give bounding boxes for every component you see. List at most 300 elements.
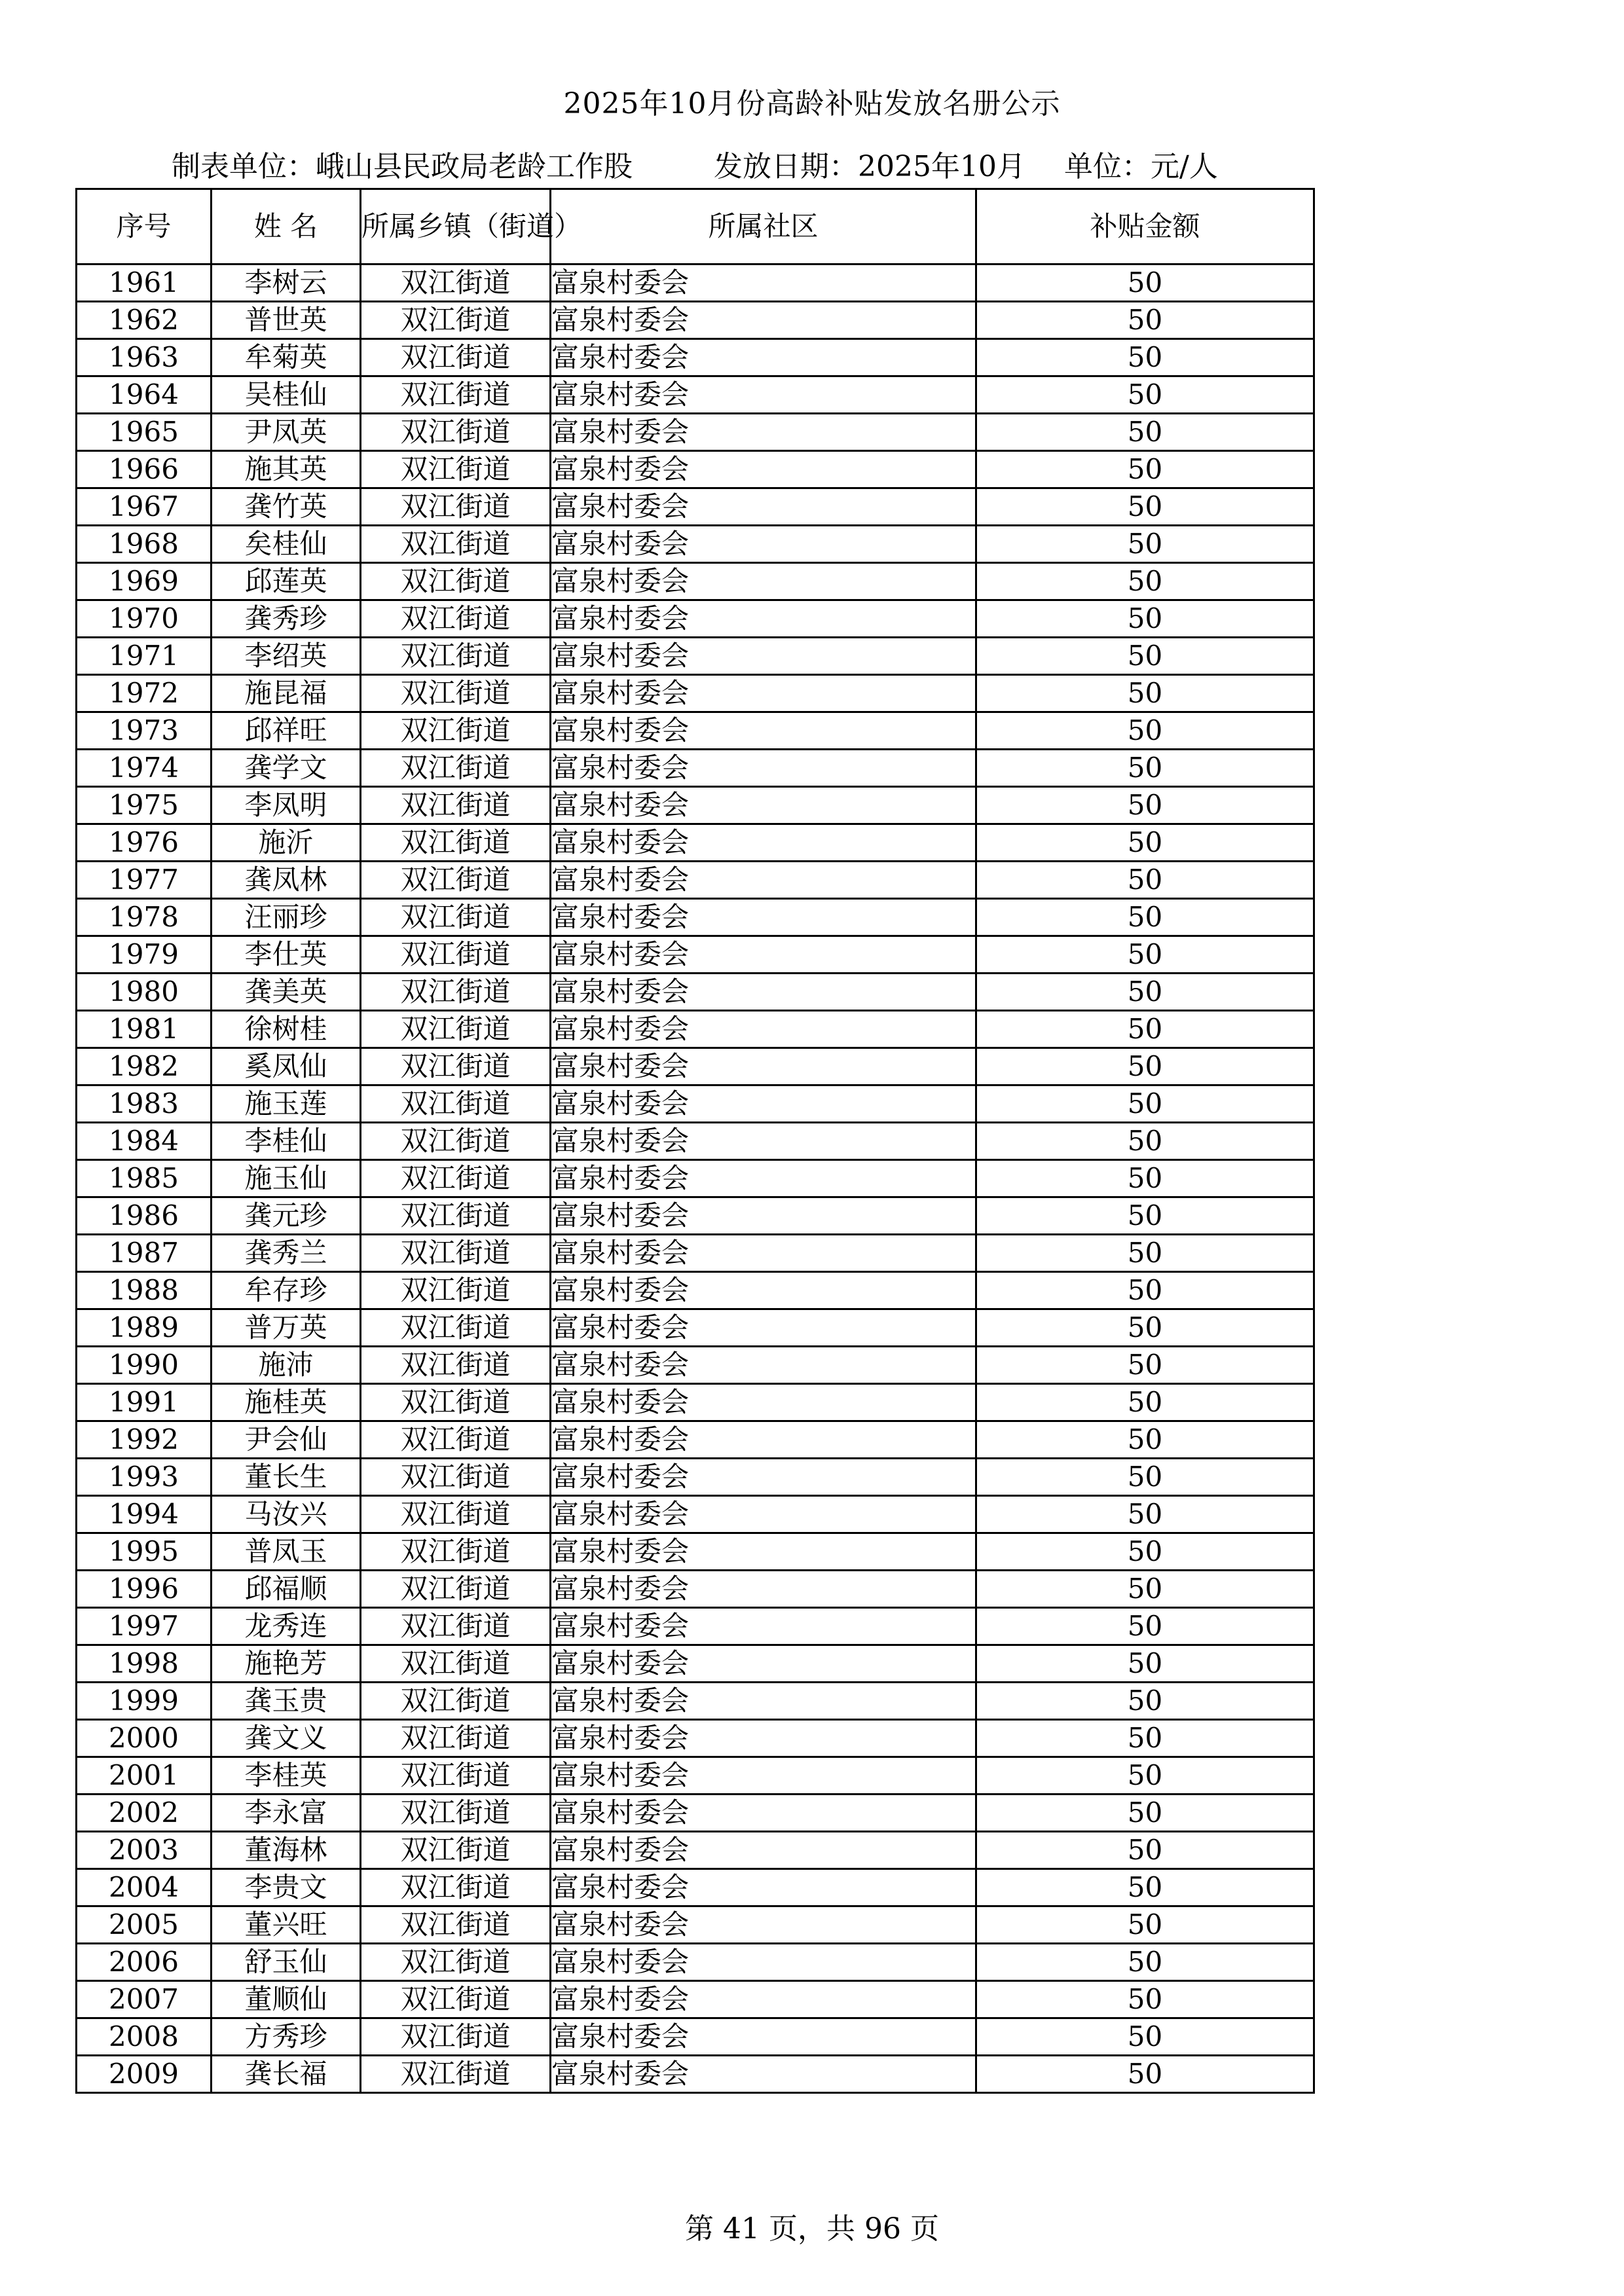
cell-serial: 1991 bbox=[77, 1384, 212, 1421]
cell-township: 双江街道 bbox=[361, 414, 551, 451]
cell-township: 双江街道 bbox=[361, 1347, 551, 1384]
cell-amount: 50 bbox=[976, 824, 1314, 862]
cell-name: 邱祥旺 bbox=[212, 712, 361, 750]
cell-amount: 50 bbox=[976, 1832, 1314, 1869]
table-row bbox=[77, 1869, 1314, 1906]
cell-community: 富泉村委会 bbox=[551, 1085, 976, 1123]
cell-amount: 50 bbox=[976, 1720, 1314, 1757]
cell-name: 龙秀连 bbox=[212, 1608, 361, 1645]
cell-amount: 50 bbox=[976, 1608, 1314, 1645]
table-row bbox=[77, 1197, 1314, 1235]
cell-name: 普世英 bbox=[212, 302, 361, 339]
table-row bbox=[77, 1795, 1314, 1832]
cell-amount: 50 bbox=[976, 1571, 1314, 1608]
table-row bbox=[77, 1347, 1314, 1384]
cell-name: 董长生 bbox=[212, 1459, 361, 1496]
table-row bbox=[77, 1683, 1314, 1720]
cell-serial: 1967 bbox=[77, 488, 212, 526]
table-row bbox=[77, 1645, 1314, 1683]
cell-township: 双江街道 bbox=[361, 488, 551, 526]
cell-amount: 50 bbox=[976, 1683, 1314, 1720]
cell-name: 李绍英 bbox=[212, 638, 361, 675]
table-row bbox=[77, 376, 1314, 414]
cell-name: 矣桂仙 bbox=[212, 526, 361, 563]
cell-name: 普凤玉 bbox=[212, 1533, 361, 1571]
page-title: 2025年10月份高龄补贴发放名册公示 bbox=[563, 87, 1061, 120]
cell-community: 富泉村委会 bbox=[551, 339, 976, 376]
cell-township: 双江街道 bbox=[361, 1309, 551, 1347]
cell-serial: 1997 bbox=[77, 1608, 212, 1645]
cell-amount: 50 bbox=[976, 339, 1314, 376]
cell-township: 双江街道 bbox=[361, 302, 551, 339]
cell-serial: 1982 bbox=[77, 1048, 212, 1085]
cell-amount: 50 bbox=[976, 1160, 1314, 1197]
cell-name: 牟存珍 bbox=[212, 1272, 361, 1309]
cell-township: 双江街道 bbox=[361, 2018, 551, 2056]
cell-serial: 1988 bbox=[77, 1272, 212, 1309]
cell-name: 董海林 bbox=[212, 1832, 361, 1869]
table-row bbox=[77, 563, 1314, 600]
cell-township: 双江街道 bbox=[361, 1757, 551, 1795]
cell-serial: 1975 bbox=[77, 787, 212, 824]
cell-name: 施艳芳 bbox=[212, 1645, 361, 1683]
cell-amount: 50 bbox=[976, 1011, 1314, 1048]
table-row bbox=[77, 451, 1314, 488]
cell-community: 富泉村委会 bbox=[551, 1869, 976, 1906]
cell-amount: 50 bbox=[976, 563, 1314, 600]
cell-serial: 1962 bbox=[77, 302, 212, 339]
table-row bbox=[77, 1048, 1314, 1085]
cell-community: 富泉村委会 bbox=[551, 1309, 976, 1347]
cell-serial: 1998 bbox=[77, 1645, 212, 1683]
cell-township: 双江街道 bbox=[361, 936, 551, 974]
cell-serial: 1963 bbox=[77, 339, 212, 376]
currency-unit: 单位：元/人 bbox=[1064, 150, 1218, 183]
cell-community: 富泉村委会 bbox=[551, 1421, 976, 1459]
cell-amount: 50 bbox=[976, 414, 1314, 451]
cell-amount: 50 bbox=[976, 1906, 1314, 1944]
cell-community: 富泉村委会 bbox=[551, 824, 976, 862]
cell-name: 施桂英 bbox=[212, 1384, 361, 1421]
cell-community: 富泉村委会 bbox=[551, 638, 976, 675]
table-row bbox=[77, 1123, 1314, 1160]
cell-amount: 50 bbox=[976, 1048, 1314, 1085]
header-township: 所属乡镇（街道） bbox=[361, 189, 551, 264]
cell-amount: 50 bbox=[976, 1235, 1314, 1272]
table-row bbox=[77, 1085, 1314, 1123]
cell-serial: 1968 bbox=[77, 526, 212, 563]
issuing-unit: 制表单位：峨山县民政局老龄工作股 bbox=[172, 150, 633, 183]
cell-name: 施沂 bbox=[212, 824, 361, 862]
cell-township: 双江街道 bbox=[361, 1235, 551, 1272]
cell-name: 龚元珍 bbox=[212, 1197, 361, 1235]
cell-community: 富泉村委会 bbox=[551, 1533, 976, 1571]
cell-serial: 1985 bbox=[77, 1160, 212, 1197]
cell-serial: 1976 bbox=[77, 824, 212, 862]
cell-township: 双江街道 bbox=[361, 1981, 551, 2018]
cell-name: 普万英 bbox=[212, 1309, 361, 1347]
cell-township: 双江街道 bbox=[361, 638, 551, 675]
cell-serial: 1969 bbox=[77, 563, 212, 600]
cell-serial: 2009 bbox=[77, 2056, 212, 2093]
cell-township: 双江街道 bbox=[361, 712, 551, 750]
cell-township: 双江街道 bbox=[361, 1160, 551, 1197]
table-row bbox=[77, 414, 1314, 451]
cell-amount: 50 bbox=[976, 1085, 1314, 1123]
cell-amount: 50 bbox=[976, 1869, 1314, 1906]
cell-township: 双江街道 bbox=[361, 1720, 551, 1757]
cell-name: 李贵文 bbox=[212, 1869, 361, 1906]
cell-serial: 1996 bbox=[77, 1571, 212, 1608]
cell-amount: 50 bbox=[976, 638, 1314, 675]
cell-serial: 1972 bbox=[77, 675, 212, 712]
cell-amount: 50 bbox=[976, 675, 1314, 712]
cell-amount: 50 bbox=[976, 2056, 1314, 2093]
cell-township: 双江街道 bbox=[361, 339, 551, 376]
cell-community: 富泉村委会 bbox=[551, 862, 976, 899]
cell-community: 富泉村委会 bbox=[551, 899, 976, 936]
cell-amount: 50 bbox=[976, 1309, 1314, 1347]
cell-township: 双江街道 bbox=[361, 1944, 551, 1981]
cell-name: 李永富 bbox=[212, 1795, 361, 1832]
cell-serial: 1971 bbox=[77, 638, 212, 675]
cell-community: 富泉村委会 bbox=[551, 488, 976, 526]
table-row bbox=[77, 526, 1314, 563]
cell-name: 李桂英 bbox=[212, 1757, 361, 1795]
cell-name: 龚学文 bbox=[212, 750, 361, 787]
cell-name: 方秀珍 bbox=[212, 2018, 361, 2056]
table-row bbox=[77, 1608, 1314, 1645]
cell-amount: 50 bbox=[976, 1459, 1314, 1496]
cell-township: 双江街道 bbox=[361, 974, 551, 1011]
issue-date: 发放日期：2025年10月 bbox=[714, 150, 1025, 183]
cell-amount: 50 bbox=[976, 1123, 1314, 1160]
cell-name: 尹凤英 bbox=[212, 414, 361, 451]
cell-community: 富泉村委会 bbox=[551, 1906, 976, 1944]
cell-amount: 50 bbox=[976, 1944, 1314, 1981]
cell-name: 龚竹英 bbox=[212, 488, 361, 526]
cell-amount: 50 bbox=[976, 376, 1314, 414]
cell-amount: 50 bbox=[976, 936, 1314, 974]
cell-township: 双江街道 bbox=[361, 264, 551, 302]
table-row bbox=[77, 1832, 1314, 1869]
table-row bbox=[77, 1459, 1314, 1496]
cell-name: 邱莲英 bbox=[212, 563, 361, 600]
cell-community: 富泉村委会 bbox=[551, 1571, 976, 1608]
cell-township: 双江街道 bbox=[361, 1197, 551, 1235]
header-amount: 补贴金额 bbox=[976, 189, 1314, 264]
cell-serial: 2004 bbox=[77, 1869, 212, 1906]
cell-amount: 50 bbox=[976, 1347, 1314, 1384]
cell-name: 龚凤林 bbox=[212, 862, 361, 899]
cell-name: 董顺仙 bbox=[212, 1981, 361, 2018]
cell-township: 双江街道 bbox=[361, 1571, 551, 1608]
cell-name: 施昆福 bbox=[212, 675, 361, 712]
table-row bbox=[77, 750, 1314, 787]
cell-township: 双江街道 bbox=[361, 526, 551, 563]
cell-amount: 50 bbox=[976, 302, 1314, 339]
cell-community: 富泉村委会 bbox=[551, 1795, 976, 1832]
cell-serial: 1992 bbox=[77, 1421, 212, 1459]
cell-township: 双江街道 bbox=[361, 1608, 551, 1645]
cell-community: 富泉村委会 bbox=[551, 1011, 976, 1048]
cell-name: 施玉莲 bbox=[212, 1085, 361, 1123]
cell-township: 双江街道 bbox=[361, 1272, 551, 1309]
table-row bbox=[77, 1496, 1314, 1533]
cell-serial: 2006 bbox=[77, 1944, 212, 1981]
cell-name: 牟菊英 bbox=[212, 339, 361, 376]
table-row bbox=[77, 787, 1314, 824]
table-row bbox=[77, 1981, 1314, 2018]
cell-name: 邱福顺 bbox=[212, 1571, 361, 1608]
table-row bbox=[77, 1906, 1314, 1944]
cell-serial: 2000 bbox=[77, 1720, 212, 1757]
cell-community: 富泉村委会 bbox=[551, 936, 976, 974]
cell-serial: 2002 bbox=[77, 1795, 212, 1832]
cell-amount: 50 bbox=[976, 974, 1314, 1011]
cell-serial: 1990 bbox=[77, 1347, 212, 1384]
cell-community: 富泉村委会 bbox=[551, 1272, 976, 1309]
cell-serial: 1984 bbox=[77, 1123, 212, 1160]
cell-township: 双江街道 bbox=[361, 1496, 551, 1533]
cell-name: 龚文义 bbox=[212, 1720, 361, 1757]
cell-amount: 50 bbox=[976, 264, 1314, 302]
cell-name: 吴桂仙 bbox=[212, 376, 361, 414]
cell-township: 双江街道 bbox=[361, 824, 551, 862]
cell-amount: 50 bbox=[976, 1981, 1314, 2018]
cell-township: 双江街道 bbox=[361, 1645, 551, 1683]
cell-amount: 50 bbox=[976, 899, 1314, 936]
cell-community: 富泉村委会 bbox=[551, 787, 976, 824]
cell-serial: 1993 bbox=[77, 1459, 212, 1496]
cell-township: 双江街道 bbox=[361, 899, 551, 936]
cell-serial: 1966 bbox=[77, 451, 212, 488]
table-row bbox=[77, 712, 1314, 750]
cell-township: 双江街道 bbox=[361, 750, 551, 787]
cell-township: 双江街道 bbox=[361, 1869, 551, 1906]
cell-community: 富泉村委会 bbox=[551, 1459, 976, 1496]
cell-community: 富泉村委会 bbox=[551, 1757, 976, 1795]
cell-community: 富泉村委会 bbox=[551, 600, 976, 638]
cell-name: 马汝兴 bbox=[212, 1496, 361, 1533]
cell-community: 富泉村委会 bbox=[551, 1048, 976, 1085]
cell-township: 双江街道 bbox=[361, 1832, 551, 1869]
cell-township: 双江街道 bbox=[361, 1683, 551, 1720]
cell-community: 富泉村委会 bbox=[551, 1496, 976, 1533]
table-row bbox=[77, 1384, 1314, 1421]
cell-amount: 50 bbox=[976, 1197, 1314, 1235]
cell-township: 双江街道 bbox=[361, 600, 551, 638]
cell-community: 富泉村委会 bbox=[551, 712, 976, 750]
cell-serial: 1999 bbox=[77, 1683, 212, 1720]
cell-name: 龚美英 bbox=[212, 974, 361, 1011]
cell-community: 富泉村委会 bbox=[551, 1197, 976, 1235]
cell-name: 汪丽珍 bbox=[212, 899, 361, 936]
cell-community: 富泉村委会 bbox=[551, 1981, 976, 2018]
table-row bbox=[77, 638, 1314, 675]
cell-serial: 2001 bbox=[77, 1757, 212, 1795]
table-row bbox=[77, 264, 1314, 302]
table-row bbox=[77, 1944, 1314, 1981]
cell-name: 施沛 bbox=[212, 1347, 361, 1384]
cell-community: 富泉村委会 bbox=[551, 2018, 976, 2056]
table-row bbox=[77, 339, 1314, 376]
cell-community: 富泉村委会 bbox=[551, 1347, 976, 1384]
cell-serial: 1973 bbox=[77, 712, 212, 750]
cell-amount: 50 bbox=[976, 526, 1314, 563]
cell-community: 富泉村委会 bbox=[551, 1160, 976, 1197]
cell-amount: 50 bbox=[976, 787, 1314, 824]
cell-serial: 1987 bbox=[77, 1235, 212, 1272]
cell-amount: 50 bbox=[976, 712, 1314, 750]
cell-township: 双江街道 bbox=[361, 1795, 551, 1832]
cell-amount: 50 bbox=[976, 750, 1314, 787]
cell-serial: 1974 bbox=[77, 750, 212, 787]
cell-township: 双江街道 bbox=[361, 862, 551, 899]
cell-amount: 50 bbox=[976, 1795, 1314, 1832]
cell-name: 奚凤仙 bbox=[212, 1048, 361, 1085]
cell-serial: 2007 bbox=[77, 1981, 212, 2018]
cell-amount: 50 bbox=[976, 1533, 1314, 1571]
cell-township: 双江街道 bbox=[361, 1384, 551, 1421]
page-footer: 第 41 页，共 96 页 bbox=[685, 2212, 939, 2246]
cell-community: 富泉村委会 bbox=[551, 675, 976, 712]
cell-name: 李凤明 bbox=[212, 787, 361, 824]
cell-amount: 50 bbox=[976, 1421, 1314, 1459]
cell-amount: 50 bbox=[976, 862, 1314, 899]
cell-serial: 1964 bbox=[77, 376, 212, 414]
cell-serial: 1989 bbox=[77, 1309, 212, 1347]
table-row bbox=[77, 1720, 1314, 1757]
table-row bbox=[77, 974, 1314, 1011]
table-row bbox=[77, 302, 1314, 339]
header-community: 所属社区 bbox=[551, 189, 976, 264]
table-row bbox=[77, 1235, 1314, 1272]
cell-serial: 2005 bbox=[77, 1906, 212, 1944]
cell-serial: 1977 bbox=[77, 862, 212, 899]
cell-community: 富泉村委会 bbox=[551, 1235, 976, 1272]
table-row bbox=[77, 488, 1314, 526]
cell-community: 富泉村委会 bbox=[551, 264, 976, 302]
cell-amount: 50 bbox=[976, 451, 1314, 488]
cell-serial: 2003 bbox=[77, 1832, 212, 1869]
cell-amount: 50 bbox=[976, 488, 1314, 526]
cell-township: 双江街道 bbox=[361, 1123, 551, 1160]
cell-community: 富泉村委会 bbox=[551, 1384, 976, 1421]
table-header-row bbox=[77, 189, 1314, 264]
table-row bbox=[77, 936, 1314, 974]
cell-township: 双江街道 bbox=[361, 2056, 551, 2093]
cell-serial: 1965 bbox=[77, 414, 212, 451]
cell-serial: 1980 bbox=[77, 974, 212, 1011]
cell-community: 富泉村委会 bbox=[551, 1608, 976, 1645]
cell-name: 尹会仙 bbox=[212, 1421, 361, 1459]
cell-serial: 1961 bbox=[77, 264, 212, 302]
cell-name: 李树云 bbox=[212, 264, 361, 302]
cell-community: 富泉村委会 bbox=[551, 451, 976, 488]
table-row bbox=[77, 1272, 1314, 1309]
cell-name: 施其英 bbox=[212, 451, 361, 488]
cell-name: 龚秀兰 bbox=[212, 1235, 361, 1272]
cell-community: 富泉村委会 bbox=[551, 1123, 976, 1160]
table-row bbox=[77, 675, 1314, 712]
cell-township: 双江街道 bbox=[361, 1011, 551, 1048]
cell-amount: 50 bbox=[976, 1272, 1314, 1309]
cell-name: 董兴旺 bbox=[212, 1906, 361, 1944]
cell-community: 富泉村委会 bbox=[551, 2056, 976, 2093]
cell-amount: 50 bbox=[976, 1496, 1314, 1533]
table-row bbox=[77, 600, 1314, 638]
cell-township: 双江街道 bbox=[361, 675, 551, 712]
table-row bbox=[77, 1757, 1314, 1795]
cell-serial: 1970 bbox=[77, 600, 212, 638]
cell-name: 舒玉仙 bbox=[212, 1944, 361, 1981]
cell-township: 双江街道 bbox=[361, 787, 551, 824]
cell-community: 富泉村委会 bbox=[551, 750, 976, 787]
cell-township: 双江街道 bbox=[361, 1048, 551, 1085]
cell-serial: 1995 bbox=[77, 1533, 212, 1571]
cell-amount: 50 bbox=[976, 1757, 1314, 1795]
cell-community: 富泉村委会 bbox=[551, 563, 976, 600]
table-row bbox=[77, 1421, 1314, 1459]
cell-name: 龚长福 bbox=[212, 2056, 361, 2093]
subsidy-roster-table bbox=[75, 188, 1315, 2094]
table-row bbox=[77, 1533, 1314, 1571]
cell-amount: 50 bbox=[976, 600, 1314, 638]
cell-community: 富泉村委会 bbox=[551, 1645, 976, 1683]
table-row bbox=[77, 2056, 1314, 2093]
cell-township: 双江街道 bbox=[361, 376, 551, 414]
cell-name: 徐树桂 bbox=[212, 1011, 361, 1048]
table-row bbox=[77, 1571, 1314, 1608]
cell-community: 富泉村委会 bbox=[551, 376, 976, 414]
table-row bbox=[77, 1011, 1314, 1048]
cell-serial: 1994 bbox=[77, 1496, 212, 1533]
cell-township: 双江街道 bbox=[361, 1421, 551, 1459]
cell-name: 龚玉贵 bbox=[212, 1683, 361, 1720]
cell-community: 富泉村委会 bbox=[551, 974, 976, 1011]
table-row bbox=[77, 1309, 1314, 1347]
table-row bbox=[77, 1160, 1314, 1197]
header-name: 姓 名 bbox=[212, 189, 361, 264]
cell-community: 富泉村委会 bbox=[551, 1944, 976, 1981]
cell-amount: 50 bbox=[976, 1645, 1314, 1683]
cell-amount: 50 bbox=[976, 2018, 1314, 2056]
cell-community: 富泉村委会 bbox=[551, 302, 976, 339]
cell-township: 双江街道 bbox=[361, 563, 551, 600]
cell-serial: 1983 bbox=[77, 1085, 212, 1123]
cell-serial: 2008 bbox=[77, 2018, 212, 2056]
cell-township: 双江街道 bbox=[361, 451, 551, 488]
table-body bbox=[77, 264, 1314, 2093]
cell-amount: 50 bbox=[976, 1384, 1314, 1421]
cell-name: 施玉仙 bbox=[212, 1160, 361, 1197]
cell-township: 双江街道 bbox=[361, 1906, 551, 1944]
cell-serial: 1978 bbox=[77, 899, 212, 936]
cell-name: 李桂仙 bbox=[212, 1123, 361, 1160]
cell-serial: 1986 bbox=[77, 1197, 212, 1235]
cell-serial: 1981 bbox=[77, 1011, 212, 1048]
cell-community: 富泉村委会 bbox=[551, 1832, 976, 1869]
cell-township: 双江街道 bbox=[361, 1533, 551, 1571]
cell-township: 双江街道 bbox=[361, 1085, 551, 1123]
table-row bbox=[77, 824, 1314, 862]
header-serial: 序号 bbox=[77, 189, 212, 264]
table-row bbox=[77, 862, 1314, 899]
table-row bbox=[77, 2018, 1314, 2056]
cell-community: 富泉村委会 bbox=[551, 1720, 976, 1757]
cell-serial: 1979 bbox=[77, 936, 212, 974]
